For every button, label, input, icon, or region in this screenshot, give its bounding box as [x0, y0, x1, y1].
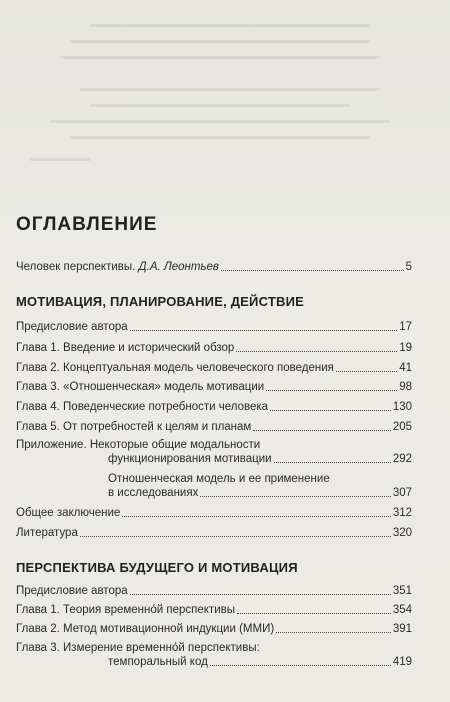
page-number: 307: [392, 487, 412, 499]
section-heading-2: ПЕРСПЕКТИВА БУДУЩЕГО И МОТИВАЦИЯ: [16, 560, 298, 575]
entry-title: Глава 4. Поведенческие потребности человека: [16, 401, 269, 413]
leader-dots: [130, 593, 391, 595]
entry-title: Глава 2. Метод мотивационной индукции (ММИ): [16, 623, 275, 635]
toc-entry[interactable]: [16, 341, 412, 355]
entry-title: темпоральный код: [108, 656, 208, 668]
leader-dots: [210, 664, 391, 666]
leader-dots: [80, 535, 391, 537]
appendix-line-1: Некоторые общие модальности: [89, 439, 261, 451]
appendix-line-3: Отношенческая модель и ее применение: [108, 473, 330, 485]
entry-title: Глава 2. Концептуальная модель человеческого поведения: [16, 362, 334, 374]
page-number: 17: [399, 321, 412, 333]
toc-entry-chapter-3[interactable]: [108, 655, 412, 669]
appendix-label: Приложение.: [16, 439, 87, 451]
toc-entry-intro[interactable]: [16, 260, 412, 274]
chapter-3-line-1: Глава 3. Измерение временно́й перспективы:: [16, 642, 260, 654]
leader-dots: [336, 370, 397, 372]
leader-dots: [122, 515, 390, 517]
page-number: 5: [405, 261, 412, 273]
entry-title: функционирования мотивации: [108, 453, 272, 465]
page-number: 292: [392, 453, 412, 465]
entry-title: Глава 3. «Отношенческая» модель мотивации: [16, 381, 265, 393]
entry-title: Глава 1. Теория временно́й перспективы: [16, 604, 235, 616]
leader-dots: [274, 461, 391, 463]
toc-entry[interactable]: [16, 420, 412, 434]
toc-entry[interactable]: [16, 584, 412, 598]
page-number: 391: [392, 623, 412, 635]
toc-entry[interactable]: [16, 380, 412, 394]
toc-title: ОГЛАВЛЕНИЕ: [16, 214, 158, 235]
leader-dots: [221, 269, 404, 271]
entry-title: Общее заключение: [16, 507, 121, 519]
page-number: 312: [392, 507, 412, 519]
page-number: 19: [399, 342, 412, 354]
page-number: 205: [392, 421, 412, 433]
page-number: 351: [392, 585, 412, 597]
entry-title: Предисловие автора: [16, 321, 128, 333]
appendix-subentry-1[interactable]: [108, 452, 412, 466]
toc-entry[interactable]: [16, 526, 412, 540]
entry-title: Человек перспективы. Д.А. Леонтьев: [16, 261, 219, 273]
toc-entry[interactable]: [16, 506, 412, 520]
page-number: 354: [392, 604, 412, 616]
bleed-through-text: [30, 18, 430, 178]
appendix-entry[interactable]: [16, 438, 412, 452]
page-number: 41: [399, 362, 412, 374]
leader-dots: [270, 409, 391, 411]
entry-title: Литература: [16, 527, 78, 539]
leader-dots: [253, 429, 390, 431]
page-number: 419: [392, 656, 412, 668]
leader-dots: [276, 631, 391, 633]
toc-entry[interactable]: [16, 622, 412, 636]
page-number: 130: [392, 401, 412, 413]
page-number: 98: [399, 381, 412, 393]
entry-title: Глава 5. От потребностей к целям и планам: [16, 421, 252, 433]
toc-entry[interactable]: [16, 320, 412, 334]
leader-dots: [200, 495, 390, 497]
leader-dots: [236, 350, 397, 352]
entry-title: Предисловие автора: [16, 585, 128, 597]
leader-dots: [237, 612, 391, 614]
page-number: 320: [392, 527, 412, 539]
entry-title: Глава 1. Введение и исторический обзор: [16, 342, 235, 354]
toc-entry[interactable]: [16, 361, 412, 375]
section-heading-1: МОТИВАЦИЯ, ПЛАНИРОВАНИЕ, ДЕЙСТВИЕ: [16, 294, 304, 309]
toc-entry[interactable]: [16, 400, 412, 414]
leader-dots: [130, 329, 398, 331]
leader-dots: [266, 389, 397, 391]
appendix-subentry-2[interactable]: [108, 486, 412, 500]
entry-title: в исследованиях: [108, 487, 199, 499]
toc-entry[interactable]: [16, 603, 412, 617]
